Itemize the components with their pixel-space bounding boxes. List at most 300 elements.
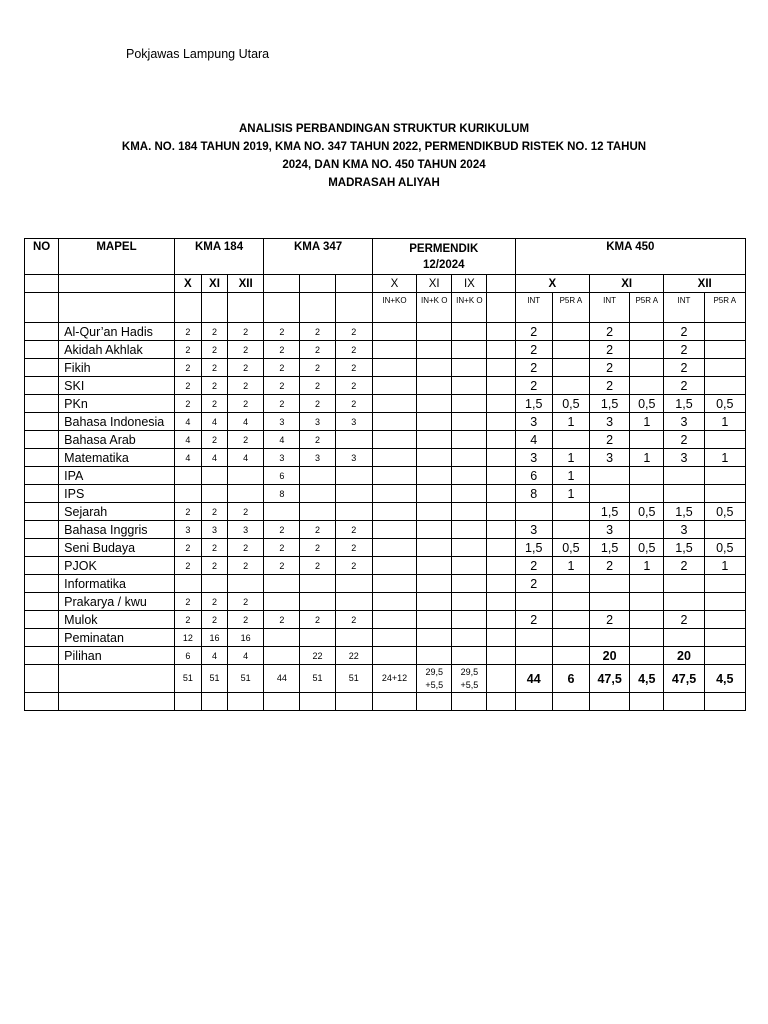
table-cell — [590, 485, 630, 503]
table-cell: 3 — [515, 521, 552, 539]
cell — [417, 359, 452, 377]
table-cell: 2 — [664, 431, 704, 449]
table-cell: 0,5 — [704, 503, 745, 521]
table-cell: 0,5 — [630, 503, 664, 521]
header-permendik — [372, 239, 515, 275]
table-cell: 2 — [664, 341, 704, 359]
cell — [372, 521, 416, 539]
table-cell — [300, 503, 335, 521]
table-cell — [590, 593, 630, 611]
table-cell: 0,5 — [630, 395, 664, 413]
mapel-name: Pilihan — [59, 647, 175, 665]
table-row — [25, 485, 746, 503]
table-cell: 2 — [174, 593, 201, 611]
table-cell — [664, 629, 704, 647]
grade-label: XI — [417, 275, 452, 293]
table-cell: 2 — [201, 611, 227, 629]
table-row — [25, 341, 746, 359]
table-cell: 2 — [201, 323, 227, 341]
table-cell: 1,5 — [664, 503, 704, 521]
cell — [452, 413, 487, 431]
table-cell: 2 — [300, 359, 335, 377]
table-cell: 2 — [228, 593, 264, 611]
sub-label: IN+K O — [452, 293, 487, 323]
table-cell — [590, 575, 630, 593]
table-cell: 1 — [552, 449, 589, 467]
table-cell: 2 — [201, 539, 227, 557]
table-cell: 2 — [335, 359, 372, 377]
cell — [372, 611, 416, 629]
grade-label: IX — [452, 275, 487, 293]
table-cell: 4 — [201, 413, 227, 431]
cell — [335, 275, 372, 293]
cell — [452, 377, 487, 395]
table-cell: 2 — [590, 377, 630, 395]
table-cell: 1 — [630, 413, 664, 431]
table-cell: 2 — [201, 593, 227, 611]
table-cell: 2 — [264, 395, 300, 413]
grade-label: X — [515, 275, 589, 293]
cell — [59, 275, 175, 293]
table-cell: 3 — [590, 413, 630, 431]
total-cell: 4,5 — [704, 665, 745, 693]
total-cell: 4,5 — [630, 665, 664, 693]
table-cell: 2 — [201, 341, 227, 359]
table-row — [25, 611, 746, 629]
table-cell: 3 — [335, 413, 372, 431]
table-cell: 6 — [264, 467, 300, 485]
mapel-name: IPS — [59, 485, 175, 503]
table-cell: 2 — [174, 503, 201, 521]
table-row — [25, 323, 746, 341]
table-cell: 2 — [228, 377, 264, 395]
cell — [59, 665, 175, 693]
cell — [372, 323, 416, 341]
table-cell — [704, 629, 745, 647]
sub-label: P5R A — [552, 293, 589, 323]
table-cell: 2 — [664, 359, 704, 377]
table-cell: 2 — [300, 521, 335, 539]
cell — [487, 593, 515, 611]
table-cell: 2 — [174, 377, 201, 395]
mapel-name: Matematika — [59, 449, 175, 467]
table-cell: 2 — [228, 539, 264, 557]
cell — [487, 629, 515, 647]
cell — [25, 395, 59, 413]
table-cell — [552, 521, 589, 539]
cell — [487, 449, 515, 467]
total-cell: 29,5 +5,5 — [417, 665, 452, 693]
table-cell: 6 — [515, 467, 552, 485]
table-cell: 4 — [228, 413, 264, 431]
cell — [417, 377, 452, 395]
table-cell: 4 — [201, 449, 227, 467]
table-cell: 2 — [515, 323, 552, 341]
table-cell — [630, 611, 664, 629]
table-cell: 2 — [664, 557, 704, 575]
total-row — [25, 665, 746, 693]
table-cell: 1,5 — [590, 539, 630, 557]
table-cell — [704, 521, 745, 539]
table-cell — [515, 629, 552, 647]
cell — [487, 413, 515, 431]
header-note: Pokjawas Lampung Utara — [126, 47, 270, 61]
table-cell: 3 — [201, 521, 227, 539]
title-line-4: MADRASAH ALIYAH — [328, 177, 440, 189]
grade-label: X — [372, 275, 416, 293]
table-cell — [228, 467, 264, 485]
table-cell — [630, 431, 664, 449]
cell — [452, 575, 487, 593]
table-cell: 1 — [630, 449, 664, 467]
cell — [487, 377, 515, 395]
table-cell: 2 — [590, 341, 630, 359]
table-cell — [335, 485, 372, 503]
table-cell: 2 — [300, 377, 335, 395]
table-cell — [552, 593, 589, 611]
table-cell — [201, 485, 227, 503]
cell — [452, 593, 487, 611]
mapel-name: Prakarya / kwu — [59, 593, 175, 611]
cell — [335, 293, 372, 323]
sub-label: INT — [515, 293, 552, 323]
table-cell: 2 — [174, 341, 201, 359]
total-cell: 51 — [228, 665, 264, 693]
table-cell: 1,5 — [515, 395, 552, 413]
table-cell: 3 — [664, 449, 704, 467]
table-cell: 3 — [174, 521, 201, 539]
cell — [372, 485, 416, 503]
cell — [452, 539, 487, 557]
table-cell: 3 — [264, 413, 300, 431]
cell — [25, 413, 59, 431]
table-cell: 1,5 — [515, 539, 552, 557]
table-row — [25, 467, 746, 485]
cell — [487, 521, 515, 539]
cell — [25, 377, 59, 395]
table-cell: 2 — [590, 323, 630, 341]
mapel-name: Informatika — [59, 575, 175, 593]
table-cell: 2 — [174, 395, 201, 413]
cell — [417, 485, 452, 503]
table-cell: 4 — [201, 647, 227, 665]
table-cell — [264, 629, 300, 647]
table-cell — [704, 323, 745, 341]
table-cell: 2 — [335, 521, 372, 539]
table-row — [25, 557, 746, 575]
table-cell: 2 — [590, 557, 630, 575]
table-row — [25, 539, 746, 557]
cell — [487, 467, 515, 485]
table-cell — [515, 593, 552, 611]
total-cell: 24+12 — [372, 665, 416, 693]
table-row — [25, 413, 746, 431]
cell — [372, 431, 416, 449]
cell — [25, 593, 59, 611]
cell — [452, 647, 487, 665]
table-cell: 2 — [335, 323, 372, 341]
cell — [25, 449, 59, 467]
table-cell — [300, 485, 335, 503]
cell — [487, 395, 515, 413]
table-cell: 3 — [515, 449, 552, 467]
cell — [372, 647, 416, 665]
table-cell: 2 — [264, 359, 300, 377]
title-line-1: ANALISIS PERBANDINGAN STRUKTUR KURIKULUM — [238, 123, 530, 135]
table-cell: 2 — [590, 431, 630, 449]
table-cell — [630, 359, 664, 377]
cell — [487, 293, 515, 323]
table-cell — [552, 575, 589, 593]
total-cell: 44 — [264, 665, 300, 693]
table-cell: 2 — [335, 341, 372, 359]
table-cell: 2 — [264, 377, 300, 395]
table-cell: 6 — [174, 647, 201, 665]
cell — [372, 377, 416, 395]
mapel-name: Fikih — [59, 359, 175, 377]
cell — [25, 539, 59, 557]
table-cell: 2 — [264, 539, 300, 557]
cell — [25, 341, 59, 359]
header-kma450: KMA 450 — [515, 239, 745, 275]
table-row — [25, 593, 746, 611]
table-cell: 1,5 — [664, 539, 704, 557]
table-cell — [201, 575, 227, 593]
title-line-3: 2024, DAN KMA NO. 450 TAHUN 2024 — [282, 159, 486, 171]
table-cell: 2 — [264, 557, 300, 575]
cell — [25, 575, 59, 593]
table-cell: 2 — [228, 503, 264, 521]
cell — [25, 293, 59, 323]
table-cell — [300, 467, 335, 485]
table-cell — [552, 647, 589, 665]
table-cell: 3 — [664, 413, 704, 431]
table-cell: 2 — [174, 323, 201, 341]
cell — [452, 341, 487, 359]
header-no: NO — [25, 239, 59, 275]
table-cell — [664, 593, 704, 611]
table-cell: 22 — [335, 647, 372, 665]
table-cell: 2 — [515, 557, 552, 575]
table-cell: 4 — [228, 647, 264, 665]
mapel-name: Seni Budaya — [59, 539, 175, 557]
table-cell — [704, 575, 745, 593]
cell — [452, 323, 487, 341]
cell — [487, 485, 515, 503]
total-cell: 47,5 — [590, 665, 630, 693]
table-cell — [264, 503, 300, 521]
table-cell: 2 — [335, 539, 372, 557]
table-row — [25, 521, 746, 539]
table-cell: 0,5 — [552, 539, 589, 557]
table-cell: 2 — [515, 359, 552, 377]
cell — [417, 647, 452, 665]
table-cell — [704, 647, 745, 665]
cell — [487, 575, 515, 593]
cell — [417, 395, 452, 413]
cell — [372, 557, 416, 575]
cell — [452, 611, 487, 629]
cell — [452, 467, 487, 485]
mapel-name: Bahasa Arab — [59, 431, 175, 449]
total-cell: 6 — [552, 665, 589, 693]
table-cell — [704, 485, 745, 503]
table-cell — [335, 575, 372, 593]
table-cell: 2 — [515, 341, 552, 359]
table-cell: 1,5 — [590, 503, 630, 521]
table-row — [25, 503, 746, 521]
table-cell: 2 — [335, 377, 372, 395]
table-cell — [704, 341, 745, 359]
mapel-name: Akidah Akhlak — [59, 341, 175, 359]
table-cell — [552, 431, 589, 449]
table-cell — [704, 611, 745, 629]
table-cell: 8 — [515, 485, 552, 503]
table-cell: 2 — [201, 377, 227, 395]
table-cell: 1 — [552, 485, 589, 503]
table-cell — [630, 341, 664, 359]
table-cell: 2 — [300, 557, 335, 575]
table-cell: 2 — [300, 539, 335, 557]
cell — [372, 359, 416, 377]
mapel-name: Bahasa Indonesia — [59, 413, 175, 431]
table-cell — [515, 503, 552, 521]
table-cell: 2 — [590, 611, 630, 629]
table-cell: 2 — [335, 395, 372, 413]
cell — [372, 449, 416, 467]
table-cell: 2 — [515, 611, 552, 629]
grade-label: X — [174, 275, 201, 293]
cell — [417, 323, 452, 341]
cell — [264, 293, 300, 323]
table-row — [25, 575, 746, 593]
table-cell — [664, 485, 704, 503]
cell — [25, 359, 59, 377]
cell — [372, 539, 416, 557]
table-cell: 2 — [228, 341, 264, 359]
cell — [487, 431, 515, 449]
total-cell: 29,5 +5,5 — [452, 665, 487, 693]
mapel-name: Peminatan — [59, 629, 175, 647]
table-cell — [664, 575, 704, 593]
cell — [487, 275, 515, 293]
table-cell: 4 — [515, 431, 552, 449]
table-cell: 3 — [300, 413, 335, 431]
table-cell — [552, 629, 589, 647]
cell — [417, 557, 452, 575]
cell — [452, 485, 487, 503]
table-row — [25, 647, 746, 665]
grade-label: XI — [201, 275, 227, 293]
table-cell: 16 — [201, 629, 227, 647]
cell — [487, 341, 515, 359]
cell — [25, 629, 59, 647]
table-row — [25, 629, 746, 647]
cell — [372, 413, 416, 431]
cell — [25, 275, 59, 293]
cell — [25, 485, 59, 503]
table-cell: 3 — [590, 449, 630, 467]
table-cell — [704, 467, 745, 485]
table-cell: 1 — [704, 413, 745, 431]
table-cell — [335, 467, 372, 485]
cell — [372, 593, 416, 611]
table-cell: 4 — [174, 413, 201, 431]
table-row — [25, 359, 746, 377]
table-cell: 1,5 — [590, 395, 630, 413]
cell — [487, 323, 515, 341]
grade-label: XII — [664, 275, 746, 293]
document-title — [0, 120, 768, 192]
empty-row — [25, 693, 746, 711]
table-cell — [590, 467, 630, 485]
cell — [417, 593, 452, 611]
cell — [417, 521, 452, 539]
table-cell — [630, 521, 664, 539]
cell — [59, 293, 175, 323]
table-cell — [552, 359, 589, 377]
table-cell: 3 — [264, 449, 300, 467]
table-cell: 2 — [664, 611, 704, 629]
cell — [372, 629, 416, 647]
mapel-name: Al-Qur’an Hadis — [59, 323, 175, 341]
table-cell — [704, 593, 745, 611]
table-cell: 2 — [264, 611, 300, 629]
grade-label: XI — [590, 275, 664, 293]
sub-label: IN+KO — [372, 293, 416, 323]
cell — [300, 275, 335, 293]
title-line-2: KMA. NO. 184 TAHUN 2019, KMA NO. 347 TAHUN 2022, PERMENDIKBUD RISTEK NO. 12 TAHUN — [121, 141, 647, 153]
table-cell — [552, 323, 589, 341]
table-cell — [300, 593, 335, 611]
cell — [452, 359, 487, 377]
cell — [452, 503, 487, 521]
table-cell: 2 — [174, 557, 201, 575]
mapel-name: Mulok — [59, 611, 175, 629]
table-cell — [264, 647, 300, 665]
table-cell: 2 — [300, 323, 335, 341]
table-cell: 2 — [335, 557, 372, 575]
cell — [452, 431, 487, 449]
table-cell: 20 — [664, 647, 704, 665]
table-cell — [552, 611, 589, 629]
table-cell: 3 — [664, 521, 704, 539]
table-cell: 1 — [704, 449, 745, 467]
table-cell: 2 — [664, 323, 704, 341]
table-row — [25, 431, 746, 449]
table-cell: 2 — [201, 359, 227, 377]
table-cell — [704, 431, 745, 449]
sub-label: IN+K O — [417, 293, 452, 323]
table-cell: 1 — [552, 467, 589, 485]
cell — [487, 359, 515, 377]
cell — [452, 629, 487, 647]
table-cell: 2 — [335, 611, 372, 629]
cell — [25, 431, 59, 449]
total-cell: 51 — [335, 665, 372, 693]
cell — [25, 503, 59, 521]
table-cell: 2 — [228, 611, 264, 629]
table-cell: 1 — [552, 413, 589, 431]
table-cell: 2 — [228, 557, 264, 575]
cell — [372, 341, 416, 359]
grade-label: XII — [228, 275, 264, 293]
table-body — [25, 323, 746, 665]
table-row — [25, 449, 746, 467]
table-cell — [201, 467, 227, 485]
table-cell — [264, 593, 300, 611]
table-cell — [174, 467, 201, 485]
